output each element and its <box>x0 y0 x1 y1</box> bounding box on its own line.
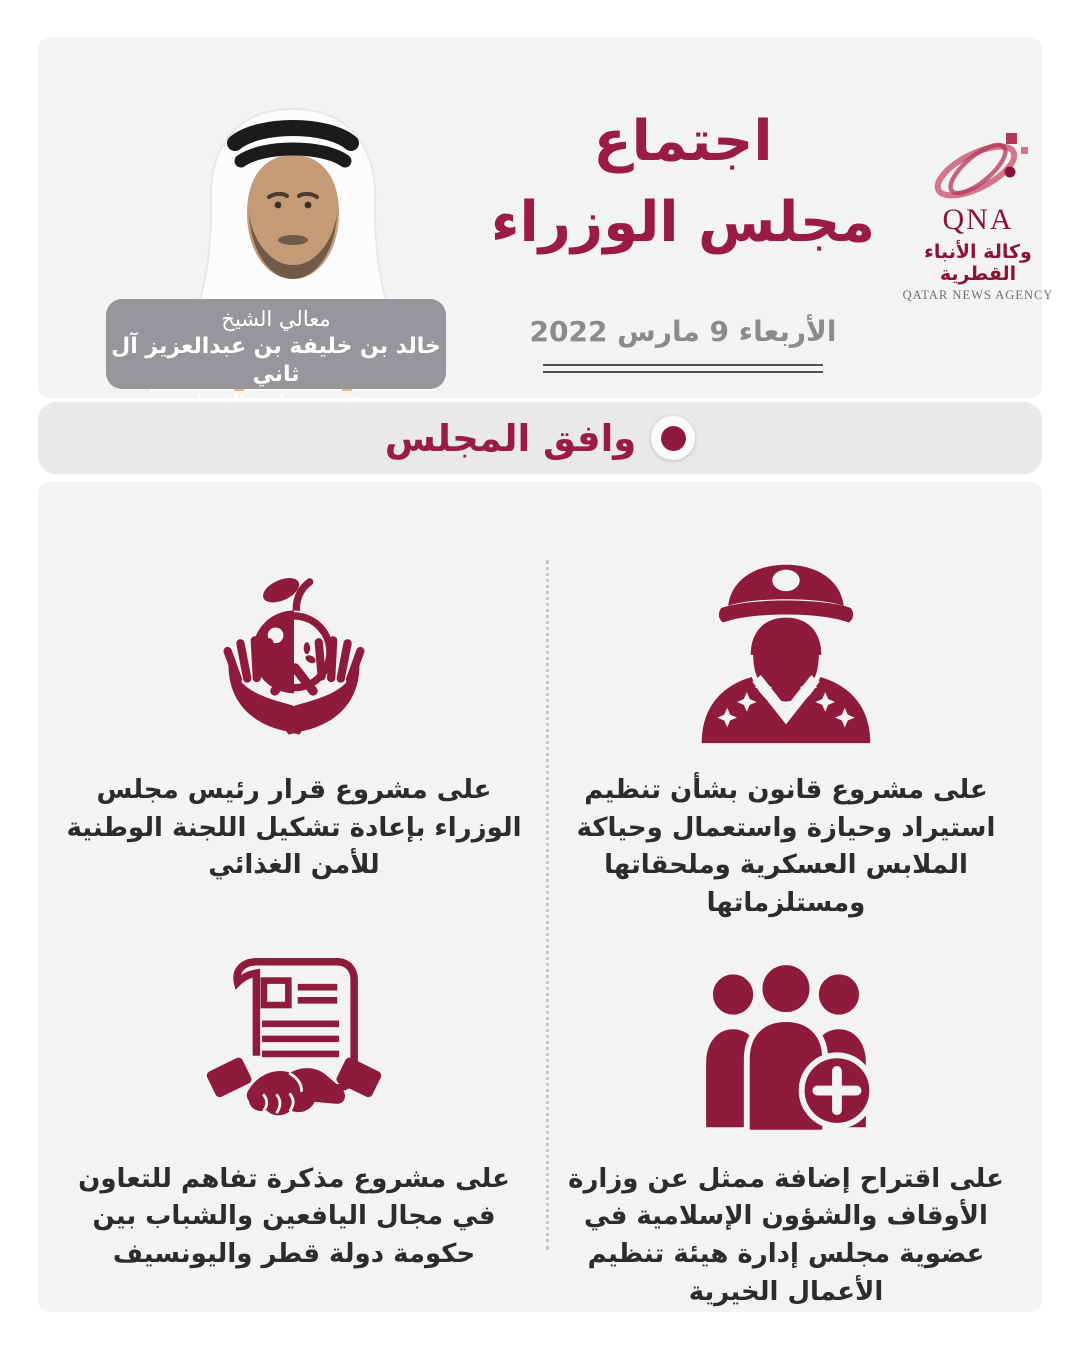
decision-text: على مشروع قانون بشأن تنظيم استيراد وحيازة واستعمال وحياكة الملابس العسكرية وملحقاتها ومستلزماتها <box>576 775 996 919</box>
person-name: خالد بن خليفة بن عبدالعزيز آل ثاني <box>111 333 441 388</box>
decisions-grid <box>38 482 1042 1312</box>
qna-name-arabic: وكالة الأنباء القطرية <box>924 241 1032 285</box>
decision-text: على اقتراح إضافة ممثل عن وزارة الأوقاف والشؤون الإسلامية في عضوية مجلس إدارة هيئة تنظيم الأعمال الخيرية <box>568 1163 1004 1307</box>
decisions-section <box>38 482 1042 1312</box>
section-banner <box>38 402 1042 474</box>
qna-name-english: QATAR NEWS AGENCY <box>902 288 1054 302</box>
page-title <box>488 101 878 263</box>
qna-abbreviation: QNA <box>942 203 1014 236</box>
decision-item <box>48 923 540 1312</box>
person-honorific: معالي الشيخ <box>221 307 331 331</box>
decision-text: على مشروع قرار رئيس مجلس الوزراء بإعادة تشكيل اللجنة الوطنية للأمن الغذائي <box>66 775 522 881</box>
maroon-dot-bullet-icon <box>651 416 695 460</box>
title-line-1: اجتماع <box>593 109 773 174</box>
date-text: الأربعاء 9 مارس 2022 <box>529 315 837 348</box>
decision-item <box>540 923 1032 1312</box>
banner-label: وافق المجلس <box>384 416 637 460</box>
person-caption <box>106 299 446 389</box>
title-line-2: مجلس الوزراء <box>490 190 876 256</box>
qna-atom-swirl-icon <box>918 125 1038 211</box>
header-card <box>38 37 1054 398</box>
hands-holding-apple-icon <box>202 534 386 746</box>
date-double-underline <box>543 364 823 373</box>
handshake-agreement-document-icon <box>200 923 388 1135</box>
decision-item <box>540 534 1032 923</box>
decision-item <box>48 534 540 923</box>
military-officer-icon <box>688 534 884 746</box>
qna-logo <box>898 125 1058 303</box>
meeting-date <box>488 315 878 373</box>
decision-text: على مشروع مذكرة تفاهم للتعاون في مجال اليافعين والشباب بين حكومة دولة قطر واليونسيف <box>78 1163 510 1270</box>
add-member-group-icon <box>688 923 884 1135</box>
